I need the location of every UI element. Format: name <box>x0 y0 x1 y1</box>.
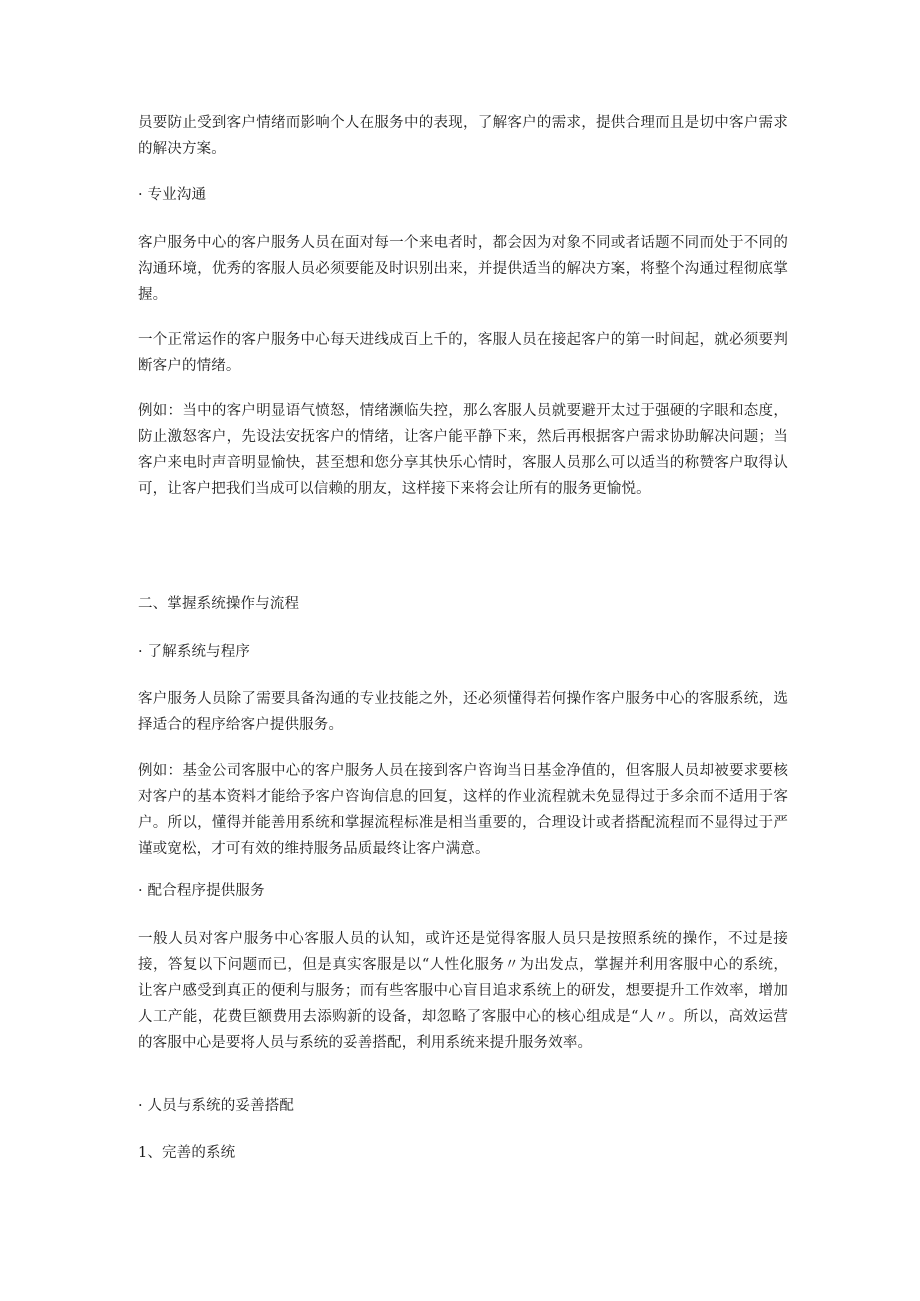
bullet-heading-professional-communication: · 专业沟通 <box>138 187 207 203</box>
numbered-heading-complete-system: 1、完善的系统 <box>138 1145 236 1161</box>
section-heading-system-operation: 二、掌握系统操作与流程 <box>138 596 300 612</box>
paragraph-system-skills: 客户服务人员除了需要具备沟通的专业技能之外，还必须懂得若何操作客户服务中心的客服系统，选择适合的程序给客户提供服务。 <box>138 691 788 733</box>
bullet-heading-people-system-match: · 人员与系统的妥善搭配 <box>138 1098 295 1114</box>
paragraph-emotion-example: 例如：当中的客户明显语气愤怒，情绪濒临失控，那么客服人员就要避开太过于强硬的字眼和态度，防止激怒客户，先设法安抚客户的情绪，让客户能平静下来，然后再根据客户需求协助解决问题；当客户来电时声音明显愉快，甚至想和您分享其快乐心情时，客服人员那么可以适当的称赞客户取得认可，让客户把我们当成可以信赖的朋友，这样接下来将会让所有的服务更愉悦。 <box>138 403 788 497</box>
paragraph-fund-company-example: 例如：基金公司客服中心的客户服务人员在接到客户咨询当日基金净值的，但客服人员却被要求要核对客户的基本资料才能给予客户咨询信息的回复，这样的作业流程就未免显得过于多余而不适用于客户。所以，懂得并能善用系统和掌握流程标准是相当重要的，合理设计或者搭配流程而不显得过于严谨或宽松，才可有效的维持服务品质最终让客户满意。 <box>138 763 788 857</box>
paragraph-intro-continuation: 员要防止受到客户情绪而影响个人在服务中的表现，了解客户的需求，提供合理而且是切中客户需求的解决方案。 <box>138 115 788 157</box>
bullet-heading-cooperate-procedure: · 配合程序提供服务 <box>138 883 265 899</box>
paragraph-judge-emotion: 一个正常运作的客户服务中心每天进线成百上千的，客服人员在接起客户的第一时间起，就必须要判断客户的情绪。 <box>138 332 788 374</box>
paragraph-humanized-service: 一般人员对客户服务中心客服人员的认知，或许还是觉得客服人员只是按照系统的操作，不过是接接，答复以下问题而已，但是真实客服是以“人性化服务〃为出发点，掌握并利用客服中心的系统，让客户感受到真正的便利与服务；而有些客服中心盲目追求系统上的研发，想要提升工作效率，增加人工产能，花费巨额费用去添购新的设备，却忽略了客服中心的核心组成是“人〃。所以，高效运营的客服中心是要将人员与系统的妥善搭配，利用系统来提升服务效率。 <box>138 931 788 1051</box>
paragraph-communication-environment: 客户服务中心的客户服务人员在面对每一个来电者时，都会因为对象不同或者话题不同而处于不同的沟通环境，优秀的客服人员必须要能及时识别出来，并提供适当的解决方案，将整个沟通过程彻底掌握。 <box>138 235 788 303</box>
bullet-heading-understand-system: · 了解系统与程序 <box>138 644 251 660</box>
